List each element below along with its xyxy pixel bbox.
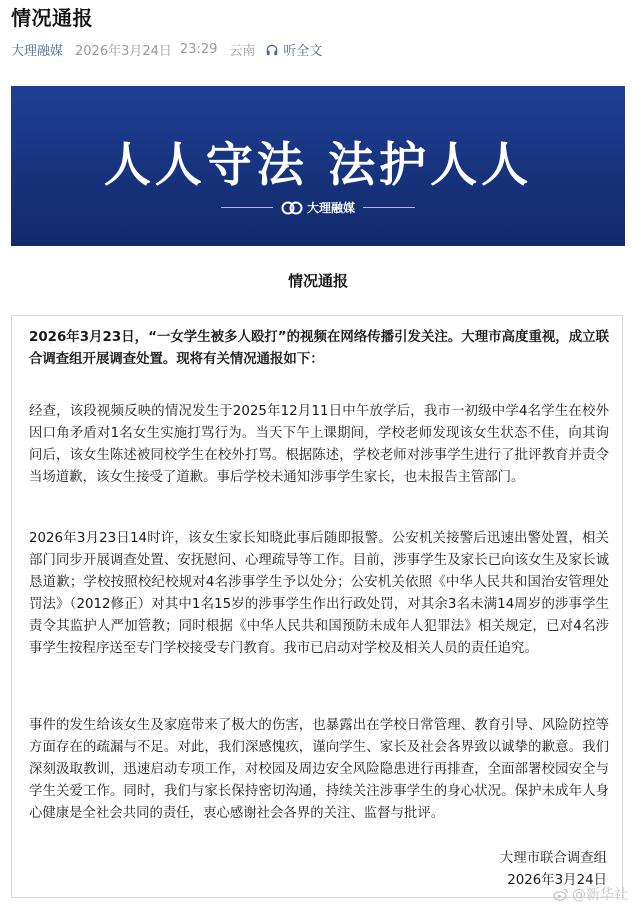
notice-paragraph: 2026年3月23日14时许，该女生家长知晓此事后随即报警。公安机关接警后迅速出警处置，相关部门同步开展调查处置、安抚慰问、心理疏导等工作。目前，涉事学生及家长已向该女生及家长诚恳道歉；学校按照校纪校规对4名涉事学生予以处分；公安机关依照《中华人民共和国治安管理处罚法》（2012修正）对其中1名15岁的涉事学生作出行政处罚，对其余3名未满14周岁的涉事学生责令其监护人严加管教；同时根据《中华人民共和国预防未成年人犯罪法》相关规定，已对4名涉事学生按程序送至专门学校接受专门教育。我市已启动对学校及相关人员的责任追究。 [29, 531, 609, 656]
publish-date: 2026年3月24日 [75, 44, 172, 59]
page-title: 情况通报 [11, 6, 93, 30]
source-link[interactable]: 大理融媒 [11, 44, 64, 59]
banner-slogan: 人人守法 法护人人 [103, 138, 533, 193]
listen-button[interactable] [265, 40, 322, 59]
article-meta [11, 40, 322, 59]
listen-label: 听全文 [283, 44, 323, 59]
watermark [553, 884, 628, 904]
notice-lead: 2026年3月23日，“一女学生被多人殴打”的视频在网络传播引发关注。大理市高度重视，成立联合调查组开展调查处置。现将有关情况通报如下： [29, 330, 609, 367]
notice-box [11, 315, 623, 898]
region-label: 云南 [229, 44, 256, 59]
notice-paragraph: 经查，该段视频反映的情况发生于2025年12月11日中午放学后，我市一初级中学4名学生在校外因口角矛盾对1名女生实施打骂行为。当天下午上课期间，学校老师发现该女生状态不佳，向其询问后，该女生陈述被同校学生在校外打骂。根据陈述，学校老师对涉事学生进行了批评教育并责令当场道歉，该女生接受了道歉。事后学校未通知涉事学生家长，也未报告主管部门。 [29, 404, 609, 485]
publish-time: 23:29 [179, 42, 218, 57]
banner-image [11, 86, 625, 246]
weibo-icon [553, 887, 569, 901]
divider [363, 207, 415, 208]
watermark-text: @新华社 [572, 887, 628, 903]
headphones-icon [265, 43, 279, 57]
notice-heading: 情况通报 [287, 272, 348, 290]
divider [221, 207, 273, 208]
banner-brand [11, 199, 625, 216]
signature-date: 2026年3月24日 [507, 873, 607, 888]
brand-logo [281, 199, 355, 216]
brand-name: 大理融媒 [306, 201, 355, 215]
dali-media-logo-icon [281, 201, 303, 215]
signature-org: 大理市联合调查组 [499, 851, 607, 866]
notice-paragraph: 事件的发生给该女生及家庭带来了极大的伤害，也暴露出在学校日常管理、教育引导、风险防控等方面存在的疏漏与不足。对此，我们深感愧疚，谨向学生、家长及社会各界致以诚挚的歉意。我们深刻汲取教训，迅速启动专项工作，对校园及周边安全风险隐患进行再排查，全面部署校园安全与学生关爱工作。同时，我们与家长保持密切沟通，持续关注涉事学生的身心状况。保护未成年人身心健康是全社会共同的责任，衷心感谢社会各界的关注、监督与批评。 [29, 718, 609, 821]
